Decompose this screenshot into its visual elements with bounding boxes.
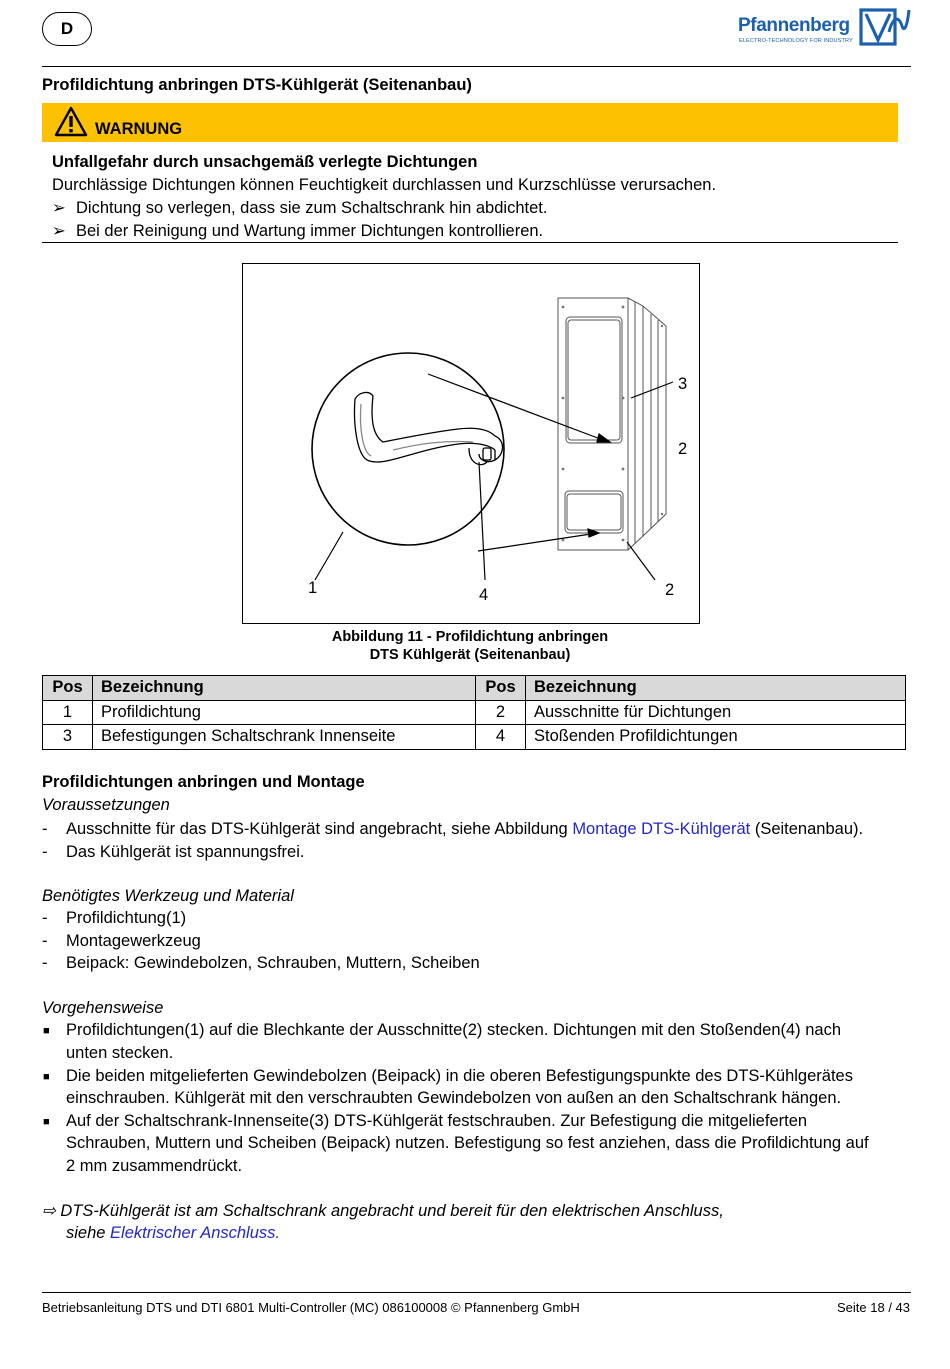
procedure-step: Die beiden mitgelieferten Gewindebolzen (Beipack) in die oberen Befestigungspunkte des DTS-Kühlgerätes [66, 1067, 853, 1085]
table-header-cell: Bezeichnung [93, 676, 476, 701]
table-cell: Profildichtung [93, 700, 476, 725]
result-line: siehe Elektrischer Anschluss. [66, 1224, 280, 1242]
pfannenberg-logo [738, 6, 913, 48]
dash-bullet: - [42, 932, 48, 950]
section-title: Profildichtung anbringen DTS-Kühlgerät (Seitenanbau) [42, 76, 472, 94]
procedure-step: unten stecken. [66, 1044, 174, 1062]
table-cell: 2 [476, 700, 526, 725]
warning-item: ➢ Bei der Reinigung und Wartung immer Dichtungen kontrollieren. [52, 222, 544, 240]
header-rule [42, 66, 911, 67]
electrical-connection-link[interactable]: Elektrischer Anschluss. [110, 1224, 280, 1242]
callout-label: 2 [678, 440, 688, 458]
tool-item: Profildichtung(1) [66, 909, 187, 927]
footer-left: Betriebsanleitung DTS und DTI 6801 Multi-Controller (MC) 086100008 © Pfannenberg GmbH [42, 1300, 580, 1315]
callout-label: 3 [678, 375, 688, 393]
warning-label: WARNUNG [95, 120, 183, 138]
tools-heading: Benötigtes Werkzeug und Material [42, 887, 294, 905]
procedure-step: Schrauben, Muttern und Scheiben (Beipack) nutzen. Befestigung so fest anziehen, dass die Profildichtung auf [66, 1134, 869, 1152]
table-header-cell: Pos [476, 676, 526, 701]
mounting-title: Profildichtungen anbringen und Montage [42, 773, 365, 791]
warning-triangle-icon [54, 106, 88, 137]
square-bullet-icon: ■ [43, 1116, 50, 1128]
dash-bullet: - [42, 820, 48, 838]
warning-heading: Unfallgefahr durch unsachgemäß verlegte Dichtungen [52, 153, 478, 171]
prerequisite-item: Ausschnitte für das DTS-Kühlgerät sind angebracht, siehe Abbildung Montage DTS-Kühlgerät (Seitenanbau). [66, 820, 864, 838]
position-table [42, 675, 906, 750]
table-cell: Stoßenden Profildichtungen [526, 725, 906, 750]
procedure-step: Auf der Schaltschrank-Innenseite(3) DTS-Kühlgerät festschrauben. Zur Befestigung die mitgelieferten [66, 1112, 808, 1130]
table-cell: 3 [43, 725, 93, 750]
logo-mark-icon [859, 6, 911, 48]
callout-label: 1 [308, 579, 318, 597]
dash-bullet: - [42, 954, 48, 972]
dash-bullet: - [42, 909, 48, 927]
table-cell: 1 [43, 700, 93, 725]
table-header-row [43, 676, 906, 701]
square-bullet-icon: ■ [43, 1025, 50, 1037]
arrow-bullet-icon: ➢ [52, 222, 66, 240]
procedure-heading: Vorgehensweise [42, 999, 164, 1017]
square-bullet-icon: ■ [43, 1071, 50, 1083]
table-header-cell: Bezeichnung [526, 676, 906, 701]
warning-banner [42, 103, 898, 142]
figure-caption: Abbildung 11 - Profildichtung anbringen [331, 629, 609, 645]
prerequisites-heading: Voraussetzungen [42, 796, 170, 814]
figure-seal-mounting [242, 263, 700, 624]
warning-text: Durchlässige Dichtungen können Feuchtigkeit durchlassen und Kurzschlüsse verursachen. [52, 176, 717, 194]
figure-caption: DTS Kühlgerät (Seitenanbau) [369, 647, 571, 663]
footer-rule [42, 1292, 911, 1293]
logo-name: Pfannenberg [738, 15, 850, 36]
tool-item: Beipack: Gewindebolzen, Schrauben, Muttern, Scheiben [66, 954, 480, 972]
procedure-step: 2 mm zusammendrückt. [66, 1157, 243, 1175]
result-line: ⇨ DTS-Kühlgerät ist am Schaltschrank angebracht und bereit für den elektrischen Anschluss, [42, 1202, 724, 1220]
callout-label: 2 [665, 581, 675, 599]
table-row [43, 700, 906, 725]
prerequisite-item: Das Kühlgerät ist spannungsfrei. [66, 843, 305, 861]
logo-tagline: ELECTRO-TECHNOLOGY FOR INDUSTRY [739, 38, 853, 44]
dash-bullet: - [42, 843, 48, 861]
table-cell: 4 [476, 725, 526, 750]
table-header-cell: Pos [43, 676, 93, 701]
seal-diagram [243, 264, 699, 623]
tool-item: Montagewerkzeug [66, 932, 201, 950]
table-cell: Ausschnitte für Dichtungen [526, 700, 906, 725]
montage-link[interactable]: Montage DTS-Kühlgerät [572, 820, 751, 838]
page-number: Seite 18 / 43 [837, 1300, 910, 1315]
procedure-step: einschrauben. Kühlgerät mit den verschraubten Gewindebolzen von außen an den Schaltschrank hängen. [66, 1089, 842, 1107]
warning-item: ➢ Dichtung so verlegen, dass sie zum Schaltschrank hin abdichtet. [52, 199, 548, 217]
callout-label: 4 [479, 586, 489, 604]
table-cell: Befestigungen Schaltschrank Innenseite [93, 725, 476, 750]
language-badge: D [42, 12, 92, 46]
table-row [43, 725, 906, 750]
procedure-step: Profildichtungen(1) auf die Blechkante der Ausschnitte(2) stecken. Dichtungen mit den Stoßenden(4) nach [66, 1021, 842, 1039]
arrow-bullet-icon: ➢ [52, 199, 66, 217]
result-arrow-icon: ⇨ [42, 1202, 56, 1220]
warning-rule [42, 242, 898, 243]
